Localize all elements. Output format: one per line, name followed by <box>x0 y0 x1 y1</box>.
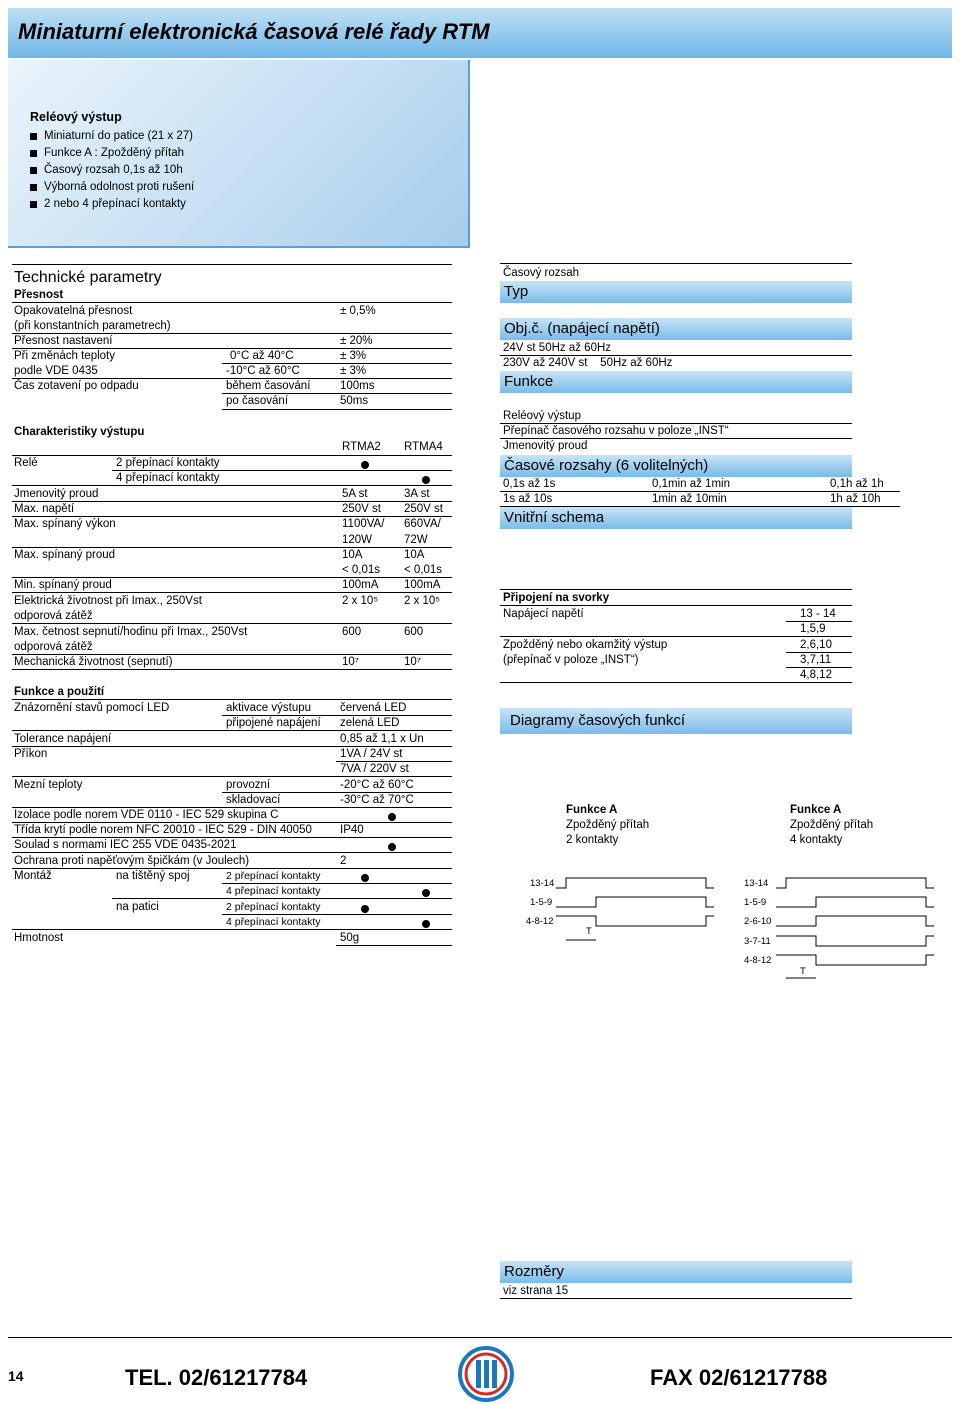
nap-label: Napájecí napětí <box>503 608 584 620</box>
page-number: 14 <box>8 1368 24 1384</box>
mez-1-value: -20°C až 60°C <box>340 779 414 791</box>
row-value: 250V st <box>404 503 443 515</box>
rozmery-bar <box>500 1261 852 1283</box>
ochrana-value: 2 <box>340 855 347 867</box>
row-value: 50ms <box>340 395 369 407</box>
vnitrni-bar <box>500 507 852 529</box>
row-value: 600 <box>342 626 362 638</box>
obj-bar <box>500 318 852 340</box>
casovy-rozsah: Časový rozsah <box>503 267 580 279</box>
dot <box>361 874 369 882</box>
volt-1: 24V st 50Hz až 60Hz <box>503 342 612 354</box>
tech-title: Technické parametry <box>14 269 162 286</box>
row-value: < 0,01s <box>404 564 443 576</box>
range-cell: 0,1h až 1h <box>830 478 884 490</box>
trida-value: IP40 <box>340 824 364 836</box>
nap-value: 13 - 14 <box>800 608 836 620</box>
diag2-l0: 13-14 <box>744 878 769 889</box>
row-label: Min. spínaný proud <box>14 579 112 591</box>
diagram-1 <box>556 874 716 944</box>
rozsahy-bar <box>500 455 852 477</box>
hmot-label: Hmotnost <box>14 932 64 944</box>
prikon-label: Příkon <box>14 748 48 760</box>
range-cell: 0,1min až 1min <box>652 478 730 490</box>
range-cell: 1min až 10min <box>652 493 727 505</box>
row-label: odporová zátěž <box>14 641 93 653</box>
obj-label: Obj.č. (napájecí napětí) <box>504 320 660 337</box>
typ-bar <box>500 281 852 303</box>
diag2-l2: 2-6-10 <box>744 916 772 927</box>
row-value: 72W <box>404 534 428 546</box>
diag1-t: T <box>586 926 592 937</box>
trida-label: Třída krytí podle norem NFC 20010 - IEC 529 - DIN 40050 <box>14 824 312 836</box>
row-label: Při změnách teploty <box>14 350 115 362</box>
rozmery-label: Rozměry <box>504 1263 565 1280</box>
dot <box>422 476 430 484</box>
presnost-heading: Přesnost <box>14 289 64 301</box>
term-value: 4,8,12 <box>800 669 832 681</box>
term-value: 3,7,11 <box>800 654 832 666</box>
iso-label: Izolace podle norem VDE 0110 - IEC 529 skupina C <box>14 809 279 821</box>
row-value: 660VA/ <box>404 518 441 530</box>
row-label: Čas zotavení po odpadu <box>14 380 139 392</box>
rele-4: 4 přepínací kontakty <box>116 472 220 484</box>
row-value: 10A <box>404 549 425 561</box>
row-label: Opakovatelná přesnost <box>14 305 133 317</box>
func-2: Přepínač časového rozsahu v poloze „INST“ <box>503 425 729 437</box>
dot <box>361 905 369 913</box>
intro-title: Reléový výstup <box>30 110 122 124</box>
term-value: 2,6,10 <box>800 639 832 651</box>
hmot-value: 50g <box>340 932 360 944</box>
char-title: Charakteristiky výstupu <box>14 426 145 438</box>
range-cell: 1s až 10s <box>503 493 553 505</box>
mez-2: skladovací <box>226 794 281 806</box>
rozsahy-label: Časové rozsahy (6 volitelných) <box>504 457 709 474</box>
row-label: odporová zátěž <box>14 610 93 622</box>
montaz-k4: 4 přepínací kontakty <box>226 916 321 928</box>
row-value: ± 0,5% <box>340 305 376 317</box>
range-cell: 1h až 10h <box>830 493 881 505</box>
pr-label: (přepínač v poloze „INST“) <box>503 654 639 666</box>
diagramy-label: Diagramy časových funkcí <box>510 712 686 729</box>
diag1-l0: 13-14 <box>530 878 555 889</box>
row-value: 600 <box>404 626 424 638</box>
intro-box <box>8 60 470 248</box>
row-mid: během časování <box>226 380 311 392</box>
dot <box>388 813 396 821</box>
row-label: Mechanická životnost (sepnutí) <box>14 656 173 668</box>
list-item: 2 nebo 4 přepínací kontakty <box>30 196 194 213</box>
row-value: ± 3% <box>340 365 367 377</box>
led-label: Znázornění stavů pomocí LED <box>14 702 170 714</box>
company-logo-icon <box>458 1346 514 1402</box>
func-1: Reléový výstup <box>503 410 581 422</box>
list-item: Miniaturní do patice (21 x 27) <box>30 128 194 145</box>
col-rtma4: RTMA4 <box>404 441 443 453</box>
row-mid: 0°C až 40°C <box>230 350 294 362</box>
dot <box>361 461 369 469</box>
dot <box>422 920 430 928</box>
led-2: připojené napájení <box>226 717 321 729</box>
row-value: 100mA <box>404 579 441 591</box>
page-title: Miniaturní elektronická časová relé řady RTM <box>18 19 490 44</box>
diag2-l4: 4-8-12 <box>744 955 772 966</box>
diagramy-bar <box>500 708 852 734</box>
rele-label: Relé <box>14 457 38 469</box>
row-label: Max. četnost sepnutí/hodinu při Imax., 250Vst <box>14 626 248 638</box>
row-value: 10⁷ <box>404 656 421 668</box>
svorky-title: Připojení na svorky <box>503 592 610 604</box>
row-value: 120W <box>342 534 373 546</box>
diag2-t: T <box>800 966 806 977</box>
row-value: 250V st <box>342 503 381 515</box>
tol-value: 0,85 až 1,1 x Un <box>340 733 424 745</box>
row-label: podle VDE 0435 <box>14 365 98 377</box>
row-value: 100mA <box>342 579 379 591</box>
row-value: 10A <box>342 549 363 561</box>
row-value: 5A st <box>342 488 368 500</box>
row-value: ± 20% <box>340 335 373 347</box>
page-header <box>8 8 952 58</box>
row-value: 2 x 10⁵ <box>404 595 441 607</box>
funkce-label: Funkce <box>504 373 554 390</box>
row-value: < 0,01s <box>342 564 381 576</box>
diag2-b: Zpožděný přítah <box>790 819 874 831</box>
row-label: (při konstantních parametrech) <box>14 320 171 332</box>
mez-2-value: -30°C až 70°C <box>340 794 414 806</box>
soulad-label: Soulad s normami IEC 255 VDE 0435-2021 <box>14 839 237 851</box>
prikon-2: 7VA / 220V st <box>340 763 409 775</box>
zp-label: Zpožděný nebo okamžitý výstup <box>503 639 668 651</box>
row-value: 1100VA/ <box>342 518 385 530</box>
diag1-l1: 1-5-9 <box>530 897 553 908</box>
row-label: Jmenovitý proud <box>14 488 99 500</box>
func-3: Jmenovitý proud <box>503 440 588 452</box>
footer-tel: TEL. 02/61217784 <box>125 1365 308 1390</box>
diag2-a: Funkce A <box>790 804 842 816</box>
ochrana-label: Ochrana proti napěťovým špičkám (v Joulech) <box>14 855 250 867</box>
diag2-l3: 3-7-11 <box>744 936 771 947</box>
row-label: Elektrická životnost při Imax., 250Vst <box>14 595 202 607</box>
range-cell: 0,1s až 1s <box>503 478 556 490</box>
montaz-spoj: na tištěný spoj <box>116 870 190 882</box>
row-value: 2 x 10⁵ <box>342 595 379 607</box>
diag2-l1: 1-5-9 <box>744 897 767 908</box>
list-item: Výborná odolnost proti rušení <box>30 179 194 196</box>
term-value: 1,5,9 <box>800 623 826 635</box>
row-value: 10⁷ <box>342 656 359 668</box>
viz-text: viz strana 15 <box>503 1285 569 1297</box>
footer-fax: FAX 02/61217788 <box>650 1365 828 1390</box>
montaz-k4: 4 přepínací kontakty <box>226 885 321 897</box>
dot <box>388 843 396 851</box>
montaz-k2: 2 přepínací kontakty <box>226 870 321 882</box>
diag1-b: Zpožděný přítah <box>566 819 650 831</box>
list-item: Časový rozsah 0,1s až 10h <box>30 162 194 179</box>
led-1-value: červená LED <box>340 702 407 714</box>
row-value: 100ms <box>340 380 375 392</box>
row-mid: -10°C až 60°C <box>226 365 300 377</box>
dot <box>422 889 430 897</box>
volt-2: 230V až 240V st 50Hz až 60Hz <box>503 357 673 369</box>
mez-label: Mezní teploty <box>14 779 83 791</box>
diag1-c: 2 kontakty <box>566 834 619 846</box>
row-mid: po časování <box>226 395 289 407</box>
tol-label: Tolerance napájení <box>14 733 112 745</box>
row-value: 3A st <box>404 488 430 500</box>
row-label: Přesnost nastavení <box>14 335 113 347</box>
diag1-a: Funkce A <box>566 804 618 816</box>
montaz-patice: na patici <box>116 901 159 913</box>
intro-list <box>30 128 194 213</box>
vnitrni-label: Vnitřní schema <box>504 509 605 526</box>
list-item: Funkce A : Zpožděný přítah <box>30 145 194 162</box>
mez-1: provozní <box>226 779 271 791</box>
row-label: Max. spínaný výkon <box>14 518 116 530</box>
diag2-c: 4 kontakty <box>790 834 843 846</box>
montaz-k2: 2 přepínací kontakty <box>226 901 321 913</box>
row-value: ± 3% <box>340 350 367 362</box>
row-label: Max. napětí <box>14 503 75 515</box>
row-label: Max. spínaný proud <box>14 549 116 561</box>
diag1-l2: 4-8-12 <box>526 916 554 927</box>
funkce-bar <box>500 371 852 393</box>
col-rtma2: RTMA2 <box>342 441 381 453</box>
rele-2: 2 přepínací kontakty <box>116 457 220 469</box>
led-2-value: zelená LED <box>340 717 400 729</box>
montaz-label: Montáž <box>14 870 52 882</box>
func-title: Funkce a použití <box>14 686 105 698</box>
prikon-1: 1VA / 24V st <box>340 748 403 760</box>
typ-label: Typ <box>504 283 529 300</box>
led-1: aktivace výstupu <box>226 702 312 714</box>
